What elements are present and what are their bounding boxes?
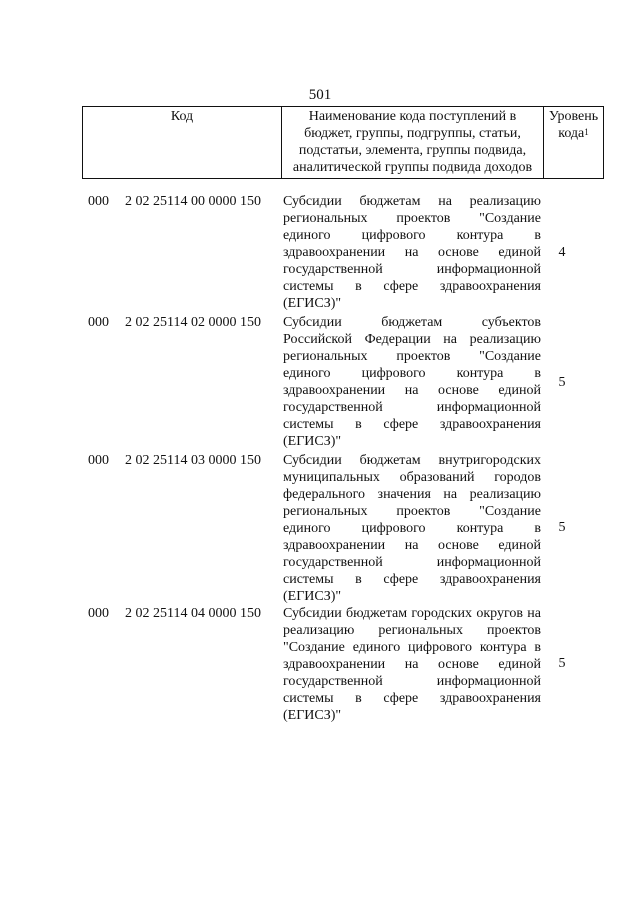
header-level [544, 107, 604, 179]
table-row [82, 314, 566, 450]
revenue-code: 2 02 25114 02 0000 150 [125, 315, 261, 330]
admin-code: 000 [88, 315, 109, 330]
header-code: Код [83, 107, 282, 179]
table-row [82, 605, 566, 725]
admin-code: 000 [88, 606, 109, 621]
code-level: 5 [558, 656, 566, 671]
table-row [82, 193, 566, 312]
admin-code: 000 [88, 453, 109, 468]
code-level: 5 [558, 520, 566, 535]
admin-code: 000 [88, 194, 109, 209]
revenue-description: Субсидии бюджетам субъектов Российской Федерации на реализацию региональных проектов "Создание единого цифрового контура в здравоохранении на основе единой государственной информационной системы в сфере здравоохранения (ЕГИСЗ)" [283, 315, 541, 449]
code-level: 4 [558, 245, 566, 260]
page-number: 501 [308, 87, 332, 103]
revenue-code: 2 02 25114 04 0000 150 [125, 606, 261, 621]
revenue-code: 2 02 25114 00 0000 150 [125, 194, 261, 209]
revenue-description: Субсидии бюджетам на реализацию региональных проектов "Создание единого цифрового контура в здравоохранении на основе единой государственной информационной системы в сфере здравоохранения (ЕГИСЗ)" [283, 194, 541, 311]
footnote-marker: 1 [584, 127, 589, 137]
header-level-label: Уровень кода [548, 109, 599, 141]
code-level: 5 [558, 375, 566, 390]
table-header [82, 106, 604, 179]
revenue-description: Субсидии бюджетам внутригородских муниципальных образований городов федерального значения на реализацию региональных проектов "Создание единого цифрового контура в здравоохранении на основе единой государственной информационной системы в сфере здравоохранения (ЕГИСЗ)" [283, 453, 541, 604]
table-row [82, 452, 566, 604]
revenue-description: Субсидии бюджетам городских округов на реализацию региональных проектов "Создание единого цифрового контура в здравоохранении на основе единой государственной информационной системы в сфере здравоохранения (ЕГИСЗ)" [283, 606, 541, 723]
header-name: Наименование кода поступлений в бюджет, группы, подгруппы, статьи, подстатьи, элемента, группы подвида, аналитической группы подвида доходов [282, 107, 544, 179]
revenue-code: 2 02 25114 03 0000 150 [125, 453, 261, 468]
